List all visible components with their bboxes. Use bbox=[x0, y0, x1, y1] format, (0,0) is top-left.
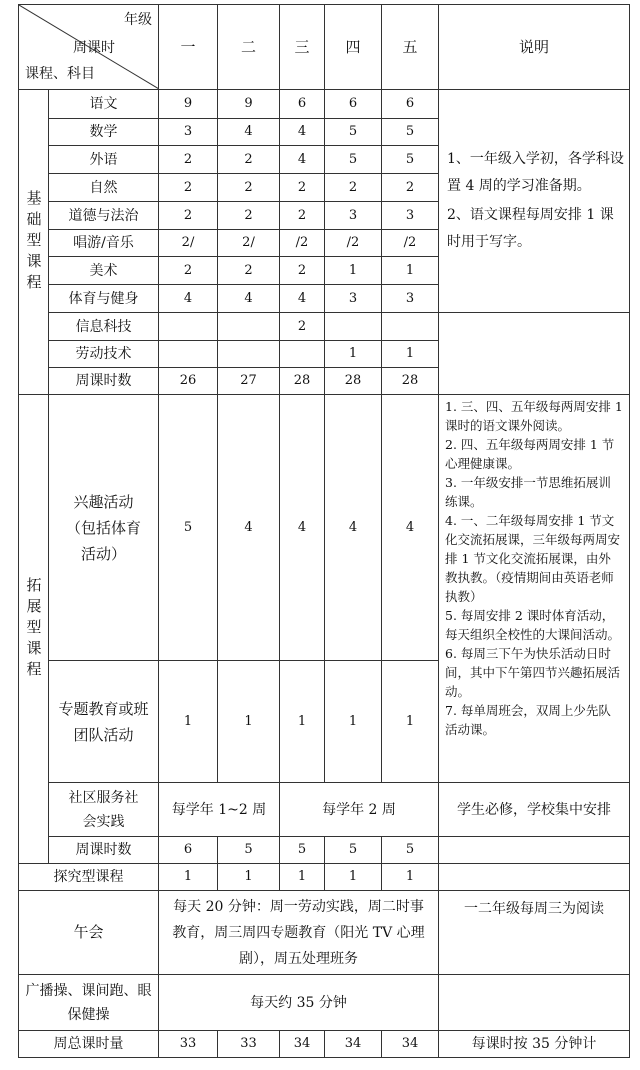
subject-name: 数学 bbox=[49, 119, 159, 146]
extended-note: 1. 三、四、五年级每两周安排 1 课时的语文课外阅读。 bbox=[445, 399, 623, 433]
hours-value: 1 bbox=[382, 341, 439, 368]
basic-note-2: 2、语文课程每周安排 1 课时用于写字。 bbox=[447, 207, 614, 250]
hours-value: 27 bbox=[218, 368, 280, 395]
community-note bbox=[439, 783, 630, 837]
category-total: 周总课时量 bbox=[19, 1031, 159, 1058]
hours-value: 33 bbox=[159, 1031, 218, 1058]
grade-header: 三 bbox=[280, 5, 325, 90]
noon-note-text: 一二年级每周三为阅读 bbox=[464, 901, 604, 917]
basic-note-1: 1、一年级入学初，各学科设置 4 周的学习准备期。 bbox=[447, 151, 624, 194]
hours-value: 2 bbox=[325, 174, 382, 202]
category-basic: 基础型课程 bbox=[19, 90, 49, 395]
table-row bbox=[19, 90, 630, 119]
hours-value: 2 bbox=[280, 202, 325, 230]
table-row bbox=[19, 5, 630, 90]
hours-value: 1 bbox=[159, 661, 218, 783]
hours-value: 3 bbox=[382, 202, 439, 230]
subject-name bbox=[49, 395, 159, 661]
hours-value: 6 bbox=[382, 90, 439, 119]
subject-name: 语文 bbox=[49, 90, 159, 119]
subject-name: 自然 bbox=[49, 174, 159, 202]
community-grade345: 每学年 2 周 bbox=[280, 783, 439, 837]
hours-value: 1 bbox=[280, 661, 325, 783]
subject-name: 外语 bbox=[49, 146, 159, 174]
subject-name: 体育与健身 bbox=[49, 285, 159, 313]
hours-value: 2 bbox=[159, 146, 218, 174]
hours-value: 2/ bbox=[218, 230, 280, 257]
table-row bbox=[19, 864, 630, 891]
hours-value: 9 bbox=[218, 90, 280, 119]
header-course-label: 课程、科目 bbox=[25, 66, 95, 82]
hours-value: 34 bbox=[325, 1031, 382, 1058]
subject-name: 周课时数 bbox=[49, 837, 159, 864]
hours-value: 26 bbox=[159, 368, 218, 395]
hours-value: /2 bbox=[325, 230, 382, 257]
diagonal-header-cell bbox=[19, 5, 159, 90]
hours-value: 2 bbox=[280, 313, 325, 341]
hours-value: 5 bbox=[382, 146, 439, 174]
grade-header: 一 bbox=[159, 5, 218, 90]
hours-value: 6 bbox=[280, 90, 325, 119]
extended-note: 2. 四、五年级每两周安排 1 节心理健康课。 bbox=[445, 437, 615, 471]
community-grade12: 每学年 1~2 周 bbox=[159, 783, 280, 837]
hours-value: 2 bbox=[159, 257, 218, 285]
hours-value: 5 bbox=[218, 837, 280, 864]
hours-value: 33 bbox=[218, 1031, 280, 1058]
hours-value: 1 bbox=[325, 257, 382, 285]
basic-note-cell bbox=[439, 90, 630, 313]
hours-value: 4 bbox=[159, 285, 218, 313]
table-row bbox=[19, 891, 630, 975]
empty-note-cell bbox=[439, 313, 630, 395]
hours-value: 28 bbox=[325, 368, 382, 395]
hours-value: 4 bbox=[325, 395, 382, 661]
extended-note: 4. 一、二年级每周安排 1 节文化交流拓展课，三年级每两周安排 1 节文化交流拓展课，由外教执教。（疫情期间由英语老师执教） bbox=[445, 513, 621, 604]
hours-value: 1 bbox=[218, 661, 280, 783]
hours-value: 4 bbox=[280, 395, 325, 661]
interest-label: 兴趣活动（包括体育活动） bbox=[65, 492, 141, 563]
hours-value: 2 bbox=[218, 257, 280, 285]
extended-note: 6. 每周三下午为快乐活动日时间，其中下午第四节兴趣拓展活动。 bbox=[445, 646, 621, 699]
grade-header: 二 bbox=[218, 5, 280, 90]
extended-note-cell bbox=[439, 395, 630, 783]
empty-note-cell bbox=[439, 975, 630, 1031]
extended-note: 5. 每周安排 2 课时体育活动，每天组织全校性的大课间活动。 bbox=[445, 608, 621, 642]
noon-content bbox=[159, 891, 439, 975]
hours-value: 9 bbox=[159, 90, 218, 119]
hours-value bbox=[325, 313, 382, 341]
header-grade-label: 年级 bbox=[124, 12, 152, 28]
topic-label: 专题教育或班团队活动 bbox=[58, 699, 149, 744]
hours-value: 5 bbox=[325, 146, 382, 174]
hours-value bbox=[159, 341, 218, 368]
extended-note: 3. 一年级安排一节思维拓展训练课。 bbox=[445, 475, 611, 509]
table-row bbox=[19, 395, 630, 661]
table-row bbox=[19, 975, 630, 1031]
hours-value: 5 bbox=[159, 395, 218, 661]
hours-value: 28 bbox=[382, 368, 439, 395]
hours-value: 2/ bbox=[159, 230, 218, 257]
empty-note-cell bbox=[439, 864, 630, 891]
table-row bbox=[19, 837, 630, 864]
hours-value: 2 bbox=[218, 146, 280, 174]
table-row bbox=[19, 313, 630, 341]
subject-name: 劳动技术 bbox=[49, 341, 159, 368]
table-row bbox=[19, 1031, 630, 1058]
subject-name: 信息科技 bbox=[49, 313, 159, 341]
hours-value: 2 bbox=[218, 174, 280, 202]
total-note: 每课时按 35 分钟计 bbox=[439, 1031, 630, 1058]
noon-content-text: 每天 20 分钟：周一劳动实践，周二时事教育，周三周四专题教育（阳光 TV 心理剧），周五处理班务 bbox=[172, 898, 425, 967]
subject-name bbox=[49, 661, 159, 783]
noon-note bbox=[439, 891, 630, 975]
curriculum-table bbox=[18, 4, 630, 1058]
hours-value: 3 bbox=[382, 285, 439, 313]
hours-value bbox=[159, 313, 218, 341]
subject-name: 周课时数 bbox=[49, 368, 159, 395]
hours-value bbox=[218, 313, 280, 341]
hours-value: 2 bbox=[382, 174, 439, 202]
category-inquiry: 探究型课程 bbox=[19, 864, 159, 891]
hours-value: 1 bbox=[325, 341, 382, 368]
hours-value: 2 bbox=[280, 174, 325, 202]
extended-note: 7. 每单周班会，双周上少先队活动课。 bbox=[445, 703, 611, 737]
hours-value: 5 bbox=[325, 837, 382, 864]
hours-value bbox=[218, 341, 280, 368]
hours-value: 2 bbox=[280, 257, 325, 285]
hours-value: 4 bbox=[280, 119, 325, 146]
hours-value: 4 bbox=[218, 119, 280, 146]
hours-value: 4 bbox=[382, 395, 439, 661]
category-extended: 拓展型课程 bbox=[19, 395, 49, 864]
community-label: 社区服务社会实践 bbox=[68, 789, 139, 830]
hours-value: 3 bbox=[325, 285, 382, 313]
hours-value: 1 bbox=[218, 864, 280, 891]
hours-value: 1 bbox=[382, 864, 439, 891]
community-note-text: 学生必修，学校集中安排 bbox=[457, 801, 611, 818]
hours-value: 1 bbox=[159, 864, 218, 891]
hours-value: 5 bbox=[280, 837, 325, 864]
hours-value: 3 bbox=[159, 119, 218, 146]
hours-value: /2 bbox=[382, 230, 439, 257]
hours-value: 1 bbox=[382, 257, 439, 285]
category-exercise bbox=[19, 975, 159, 1031]
hours-value: 1 bbox=[382, 661, 439, 783]
hours-value: 1 bbox=[325, 864, 382, 891]
hours-value: 4 bbox=[280, 146, 325, 174]
exercise-label: 广播操、课间跑、眼保健操 bbox=[25, 982, 152, 1023]
empty-note-cell bbox=[439, 837, 630, 864]
hours-value: 4 bbox=[218, 395, 280, 661]
hours-value: 2 bbox=[218, 202, 280, 230]
hours-value: /2 bbox=[280, 230, 325, 257]
hours-value: 5 bbox=[382, 119, 439, 146]
hours-value: 3 bbox=[325, 202, 382, 230]
hours-value: 2 bbox=[159, 174, 218, 202]
subject-name: 美术 bbox=[49, 257, 159, 285]
hours-value: 28 bbox=[280, 368, 325, 395]
subject-name bbox=[49, 783, 159, 837]
category-noon: 午会 bbox=[19, 891, 159, 975]
hours-value: 1 bbox=[280, 864, 325, 891]
hours-value: 1 bbox=[325, 661, 382, 783]
subject-name: 唱游/音乐 bbox=[49, 230, 159, 257]
hours-value: 4 bbox=[218, 285, 280, 313]
hours-value: 5 bbox=[382, 837, 439, 864]
subject-name: 道德与法治 bbox=[49, 202, 159, 230]
header-hours-label: 周课时 bbox=[73, 40, 115, 56]
grade-header: 四 bbox=[325, 5, 382, 90]
hours-value bbox=[382, 313, 439, 341]
note-header: 说明 bbox=[439, 5, 630, 90]
hours-value: 4 bbox=[280, 285, 325, 313]
hours-value: 5 bbox=[325, 119, 382, 146]
table-row bbox=[19, 783, 630, 837]
grade-header: 五 bbox=[382, 5, 439, 90]
hours-value: 6 bbox=[325, 90, 382, 119]
exercise-content: 每天约 35 分钟 bbox=[159, 975, 439, 1031]
hours-value: 6 bbox=[159, 837, 218, 864]
hours-value: 34 bbox=[280, 1031, 325, 1058]
hours-value: 2 bbox=[159, 202, 218, 230]
hours-value: 34 bbox=[382, 1031, 439, 1058]
hours-value bbox=[280, 341, 325, 368]
